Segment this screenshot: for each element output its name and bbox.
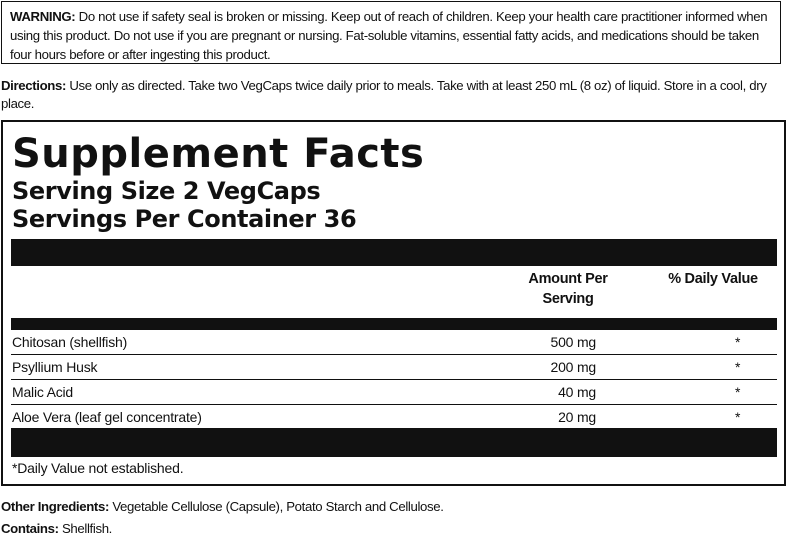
contains-text: Shellfish. bbox=[61, 521, 112, 536]
ingredient-amount: 500 mg bbox=[550, 334, 596, 350]
ingredient-amount: 200 mg bbox=[550, 359, 596, 375]
other-ingredients-text: Vegetable Cellulose (Capsule), Potato Starch and Cellulose. bbox=[112, 499, 444, 514]
ingredient-amount: 40 mg bbox=[558, 384, 596, 400]
ingredient-name: Malic Acid bbox=[12, 384, 74, 400]
ingredient-name: Chitosan (shellfish) bbox=[12, 334, 128, 350]
table-row bbox=[11, 355, 777, 380]
servings-per-container: Servings Per Container 36 bbox=[12, 205, 357, 233]
table-row bbox=[11, 405, 777, 429]
amount-per-serving-header: Amount Per Serving bbox=[528, 271, 608, 307]
ingredient-daily-value: * bbox=[735, 334, 741, 350]
header-divider-bar bbox=[11, 318, 777, 330]
ingredient-name: Psyllium Husk bbox=[12, 359, 98, 375]
daily-value-footnote: *Daily Value not established. bbox=[12, 460, 184, 476]
top-divider-bar bbox=[11, 239, 777, 266]
warning-label: WARNING: bbox=[10, 9, 76, 24]
facts-title: Supplement Facts bbox=[12, 131, 425, 177]
daily-value-header: % Daily Value bbox=[668, 271, 758, 287]
directions-label: Directions: bbox=[1, 78, 67, 93]
ingredient-name: Aloe Vera (leaf gel concentrate) bbox=[12, 409, 202, 425]
ingredient-daily-value: * bbox=[735, 384, 741, 400]
warning-text: Do not use if safety seal is broken or missing. Keep out of reach of children. Keep your health care practitioner informed when using this product. Do not use if you are pregnant or nursing. Fat-soluble vitamins, essential fatty acids, and medications should be taken four hours before or after ingesting this product. bbox=[10, 9, 768, 62]
ingredient-daily-value: * bbox=[735, 359, 741, 375]
nutrient-rows bbox=[11, 330, 777, 429]
table-row bbox=[11, 330, 777, 355]
serving-size: Serving Size 2 VegCaps bbox=[12, 177, 321, 205]
supplement-facts-panel bbox=[1, 120, 786, 486]
bottom-divider-bar bbox=[11, 428, 777, 457]
table-row bbox=[11, 380, 777, 405]
directions-text: Use only as directed. Take two VegCaps twice daily prior to meals. Take with at least 250 mL (8 oz) of liquid. Store in a cool, dry place. bbox=[1, 78, 767, 111]
directions bbox=[1, 77, 787, 113]
other-ingredients bbox=[1, 498, 444, 516]
other-ingredients-label: Other Ingredients: bbox=[1, 499, 110, 514]
warning-box bbox=[1, 1, 781, 64]
ingredient-amount: 20 mg bbox=[558, 409, 596, 425]
contains bbox=[1, 520, 112, 538]
contains-label: Contains: bbox=[1, 521, 59, 536]
ingredient-daily-value: * bbox=[735, 409, 741, 425]
